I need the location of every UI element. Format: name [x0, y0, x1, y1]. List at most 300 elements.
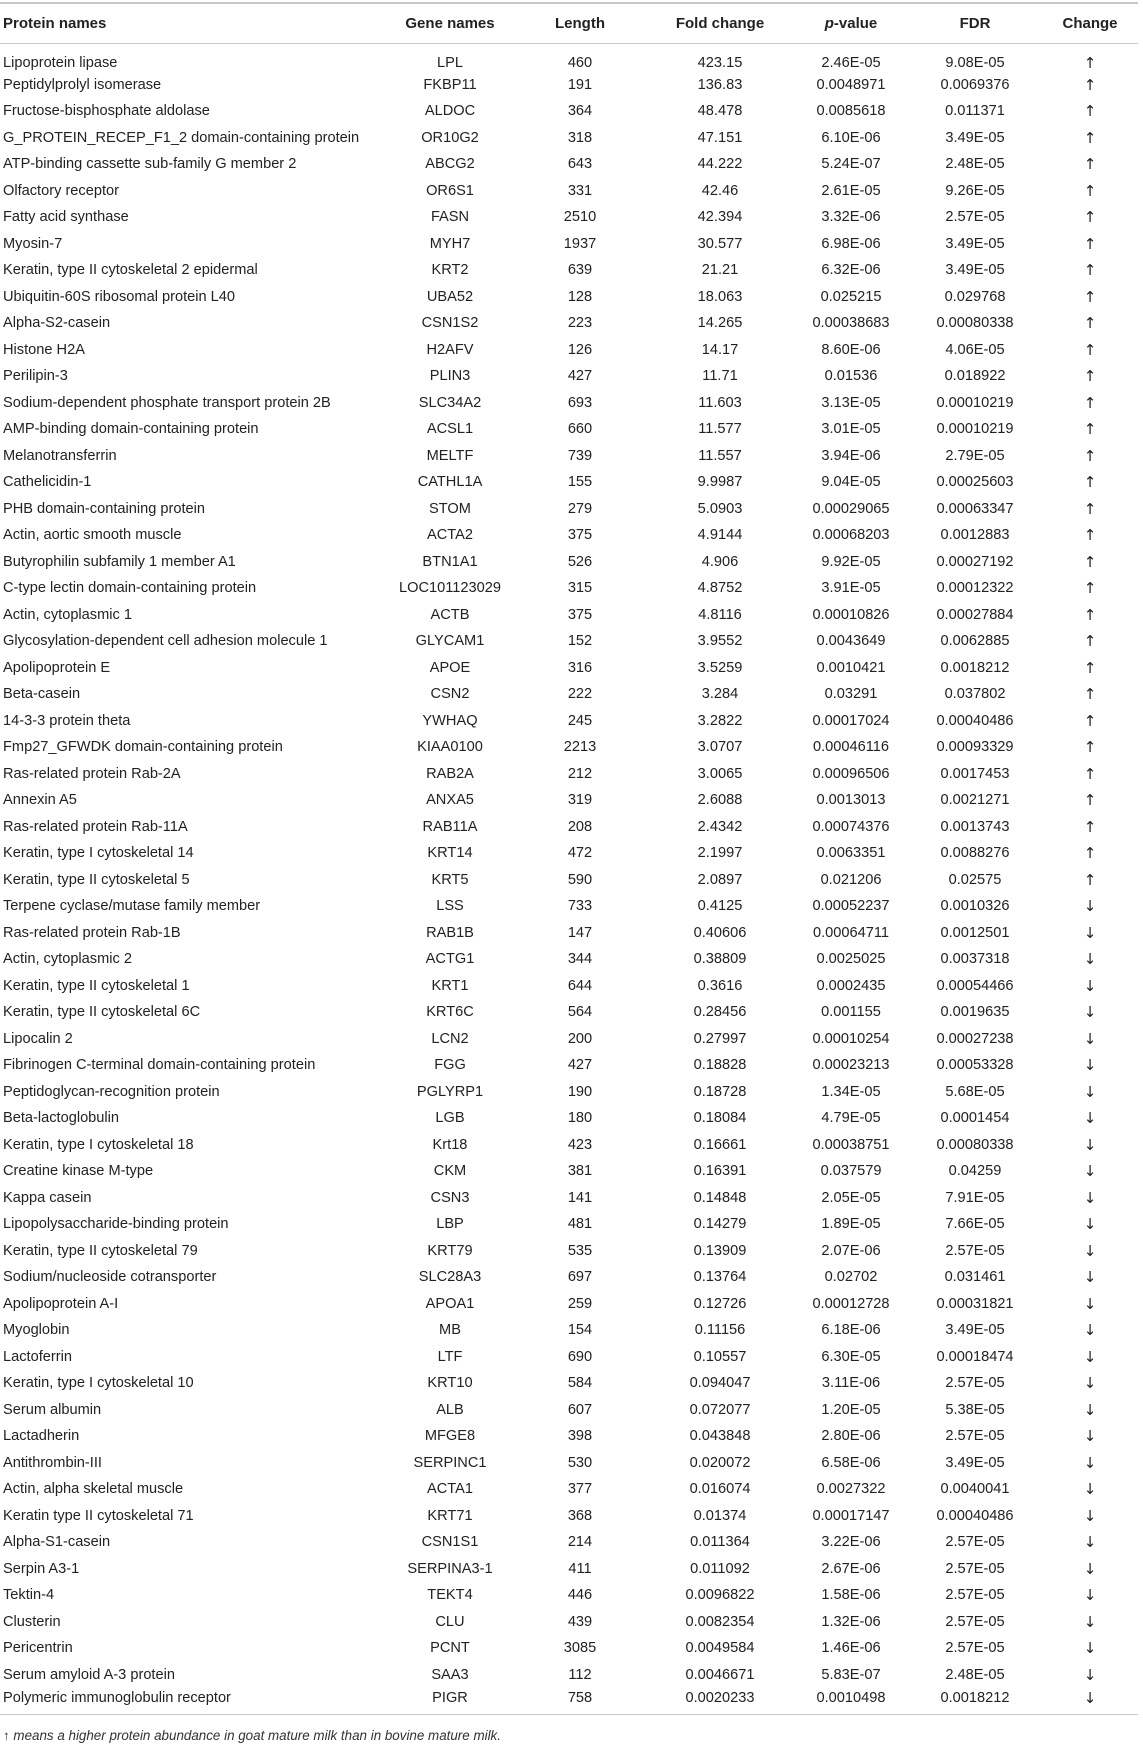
p-value-cell: 0.025215: [820, 288, 882, 305]
change-arrow-cell: ↓: [1083, 1480, 1097, 1499]
fold-change-cell: 2.1997: [697, 845, 743, 862]
fold-change-cell: 0.13764: [693, 1269, 747, 1286]
length-cell: 2510: [563, 209, 597, 226]
fold-change-cell: 0.011092: [690, 1560, 750, 1577]
gene-name-cell: CSN3: [430, 1189, 470, 1206]
table-row: [0, 655, 1138, 682]
protein-name-cell: Keratin, type II cytoskeletal 79: [3, 1242, 198, 1259]
p-value-cell: 0.00010254: [812, 1030, 890, 1047]
fold-change-cell: 0.072077: [689, 1401, 751, 1418]
fold-change-cell: 0.11156: [694, 1322, 746, 1339]
p-value-cell: 2.05E-05: [821, 1189, 881, 1206]
fdr-cell: 0.00080338: [936, 1136, 1014, 1153]
p-value-cell: 6.30E-05: [821, 1348, 881, 1365]
length-cell: 446: [567, 1587, 593, 1604]
table-row: [0, 920, 1138, 947]
fold-change-cell: 0.0082354: [685, 1613, 755, 1630]
length-cell: 427: [567, 368, 593, 385]
protein-name-cell: Myosin-7: [3, 235, 63, 252]
protein-name-cell: Sodium-dependent phosphate transport protein 2B: [3, 394, 331, 411]
protein-name-cell: Serpin A3-1: [3, 1560, 80, 1577]
length-cell: 319: [567, 792, 593, 809]
change-arrow-cell: ↑: [1083, 420, 1097, 439]
table-row: [0, 1476, 1138, 1503]
length-cell: 377: [567, 1481, 593, 1498]
table-header: [0, 3, 1138, 43]
fdr-cell: 2.57E-05: [945, 1640, 1005, 1657]
length-cell: 214: [567, 1534, 593, 1551]
fdr-cell: 0.00018474: [936, 1348, 1014, 1365]
protein-name-cell: G_PROTEIN_RECEP_F1_2 domain-containing protein: [3, 129, 360, 146]
length-cell: 141: [567, 1189, 593, 1206]
length-cell: 259: [567, 1295, 593, 1312]
table-row: [0, 1264, 1138, 1291]
fdr-cell: 0.00053328: [936, 1057, 1014, 1074]
length-cell: 733: [567, 898, 593, 915]
gene-name-cell: PIGR: [386, 1688, 514, 1715]
change-arrow-cell: ↑: [1083, 711, 1097, 730]
protein-name-cell: Actin, alpha skeletal muscle: [3, 1481, 184, 1498]
p-value-cell: 0.0013013: [816, 792, 886, 809]
length-cell: 126: [567, 341, 593, 358]
table-row: [0, 734, 1138, 761]
protein-name-cell: Lipopolysaccharide-binding protein: [3, 1216, 229, 1233]
fold-change-cell: 0.18828: [693, 1057, 747, 1074]
change-arrow-cell: ↑: [1083, 75, 1097, 94]
length-cell: 460: [567, 54, 593, 71]
protein-name-cell: Tektin-4: [3, 1587, 55, 1604]
change-arrow-cell: ↑: [1083, 261, 1097, 280]
fdr-cell: 2.57E-05: [945, 1587, 1005, 1604]
gene-name-cell: LGB: [435, 1110, 465, 1127]
table-row: [0, 1211, 1138, 1238]
change-arrow-cell: ↓: [1083, 923, 1097, 942]
length-cell: 212: [567, 765, 593, 782]
fdr-cell: 2.57E-05: [945, 1534, 1005, 1551]
p-value-cell: 0.0010498: [794, 1688, 908, 1715]
table-row: [0, 1635, 1138, 1662]
fold-change-cell: 21.21: [701, 262, 739, 279]
protein-name-cell: Lipocalin 2: [3, 1030, 73, 1047]
fdr-cell: 2.57E-05: [945, 209, 1005, 226]
gene-name-cell: ACTB: [430, 606, 470, 623]
table-row: [0, 946, 1138, 973]
table-row: [0, 337, 1138, 364]
protein-name-cell: Polymeric immunoglobulin receptor: [0, 1688, 386, 1715]
gene-name-cell: KRT10: [427, 1375, 473, 1392]
gene-name-cell: LPL: [437, 54, 463, 71]
length-cell: 180: [567, 1110, 593, 1127]
table-row: [0, 1423, 1138, 1450]
gene-name-cell: STOM: [429, 500, 471, 517]
p-value-cell: 0.021206: [820, 871, 882, 888]
change-arrow-cell: ↑: [1083, 764, 1097, 783]
p-value-cell: 0.00023213: [812, 1057, 890, 1074]
p-value-cell: 5.24E-07: [821, 156, 881, 173]
table-row: [0, 761, 1138, 788]
table-row: [0, 469, 1138, 496]
fdr-cell: 0.0040041: [940, 1481, 1010, 1498]
change-arrow-cell: ↑: [1083, 367, 1097, 386]
fold-change-cell: 11.557: [698, 447, 742, 464]
table-row: [0, 1529, 1138, 1556]
fdr-cell: 0.029768: [944, 288, 1006, 305]
protein-name-cell: Histone H2A: [3, 341, 85, 358]
length-cell: 331: [567, 182, 593, 199]
gene-name-cell: FKBP11: [423, 76, 477, 93]
change-arrow-cell: ↓: [1083, 1268, 1097, 1287]
change-arrow-cell: ↑: [1083, 102, 1097, 121]
protein-name-cell: Keratin, type I cytoskeletal 10: [3, 1375, 194, 1392]
protein-name-cell: Keratin, type I cytoskeletal 18: [3, 1136, 194, 1153]
gene-name-cell: KRT71: [427, 1507, 473, 1524]
table-row: [0, 496, 1138, 523]
gene-name-cell: KIAA0100: [417, 739, 483, 756]
gene-name-cell: CSN1S2: [421, 315, 479, 332]
length-cell: 223: [567, 315, 593, 332]
table-row: [0, 416, 1138, 443]
change-arrow-cell: ↑: [1083, 473, 1097, 492]
fold-change-cell: 30.577: [697, 235, 743, 252]
p-value-cell: 0.0027322: [816, 1481, 886, 1498]
fdr-cell: 0.00040486: [936, 1507, 1014, 1524]
fdr-cell: 0.0001454: [940, 1110, 1010, 1127]
p-value-cell: 0.00038751: [812, 1136, 890, 1153]
p-value-cell: 2.67E-06: [821, 1560, 881, 1577]
gene-name-cell: LOC101123029: [399, 580, 501, 597]
gene-name-cell: YWHAQ: [422, 712, 478, 729]
fold-change-cell: 11.577: [698, 421, 742, 438]
protein-name-cell: Creatine kinase M-type: [3, 1163, 154, 1180]
p-value-cell: 3.01E-05: [821, 421, 881, 438]
fold-change-cell: 0.18728: [693, 1083, 747, 1100]
fold-change-cell: 0.16391: [693, 1163, 747, 1180]
fdr-cell: 0.02575: [948, 871, 1002, 888]
protein-name-cell: Glycosylation-dependent cell adhesion molecule 1: [3, 633, 328, 650]
fdr-cell: 3.49E-05: [945, 262, 1005, 279]
table-row: [0, 1344, 1138, 1371]
protein-name-cell: Ras-related protein Rab-2A: [3, 765, 181, 782]
fold-change-cell: 0.27997: [693, 1030, 747, 1047]
gene-name-cell: SLC28A3: [418, 1269, 482, 1286]
header-fold-change: Fold change: [646, 3, 794, 43]
gene-name-cell: KRT5: [431, 871, 469, 888]
protein-name-cell: Ras-related protein Rab-11A: [3, 818, 188, 835]
fold-change-cell: 11.71: [702, 368, 738, 385]
length-cell: 427: [567, 1057, 593, 1074]
p-value-cell: 1.20E-05: [821, 1401, 881, 1418]
protein-name-cell: Annexin A5: [3, 792, 77, 809]
fold-change-cell: 2.6088: [697, 792, 743, 809]
protein-name-cell: Ras-related protein Rab-1B: [3, 924, 181, 941]
p-value-cell: 3.91E-05: [821, 580, 881, 597]
change-arrow-cell: ↓: [1083, 1533, 1097, 1552]
gene-name-cell: CSN1S1: [421, 1534, 479, 1551]
change-arrow-cell: ↑: [1083, 340, 1097, 359]
table-row: [0, 549, 1138, 576]
fdr-cell: 0.031461: [944, 1269, 1006, 1286]
length-cell: 564: [567, 1004, 593, 1021]
gene-name-cell: ACSL1: [426, 421, 474, 438]
gene-name-cell: PLIN3: [429, 368, 471, 385]
table-row: [0, 1582, 1138, 1609]
fdr-cell: 0.0012883: [940, 527, 1010, 544]
p-value-cell: 6.10E-06: [821, 129, 881, 146]
fold-change-cell: 4.8752: [697, 580, 743, 597]
fold-change-cell: 0.0049584: [685, 1640, 755, 1657]
table-row: [0, 1079, 1138, 1106]
gene-name-cell: KRT2: [431, 262, 469, 279]
table-row: [0, 310, 1138, 337]
table-row: [0, 1291, 1138, 1318]
length-cell: 639: [567, 262, 593, 279]
fold-change-cell: 0.14848: [693, 1189, 747, 1206]
protein-table: [0, 2, 1138, 1715]
table-row: [0, 363, 1138, 390]
length-cell: 318: [567, 129, 593, 146]
protein-name-cell: Lipoprotein lipase: [3, 54, 118, 71]
fdr-cell: 0.0012501: [940, 924, 1010, 941]
fold-change-cell: 14.265: [697, 315, 743, 332]
length-cell: 154: [567, 1322, 593, 1339]
p-value-cell: 0.0085618: [816, 103, 886, 120]
p-value-cell: 1.32E-06: [821, 1613, 881, 1630]
protein-name-cell: Lactadherin: [3, 1428, 80, 1445]
fold-change-cell: 0.16661: [693, 1136, 747, 1153]
fdr-cell: 0.00093329: [936, 739, 1014, 756]
protein-name-cell: Peptidoglycan-recognition protein: [3, 1083, 220, 1100]
gene-name-cell: SERPINA3-1: [407, 1560, 493, 1577]
length-cell: 152: [567, 633, 593, 650]
change-arrow-cell: ↓: [1083, 1029, 1097, 1048]
fold-change-cell: 44.222: [697, 156, 743, 173]
gene-name-cell: Krt18: [432, 1136, 468, 1153]
protein-name-cell: Apolipoprotein A-I: [3, 1295, 119, 1312]
p-value-cell: 5.83E-07: [821, 1666, 881, 1683]
fold-change-cell: 0.18084: [693, 1110, 747, 1127]
fdr-cell: 0.0019635: [940, 1004, 1010, 1021]
p-value-cell: 2.07E-06: [821, 1242, 881, 1259]
protein-name-cell: Perilipin-3: [3, 368, 68, 385]
fold-change-cell: 3.5259: [697, 659, 743, 676]
gene-name-cell: APOA1: [425, 1295, 475, 1312]
change-arrow-cell: ↓: [1083, 1374, 1097, 1393]
p-value-cell: 0.00052237: [812, 898, 890, 915]
fdr-cell: 2.79E-05: [945, 447, 1005, 464]
p-value-cell: 6.98E-06: [821, 235, 881, 252]
protein-name-cell: AMP-binding domain-containing protein: [3, 421, 259, 438]
p-value-cell: 0.00038683: [812, 315, 890, 332]
table-row: [0, 1132, 1138, 1159]
length-cell: 245: [567, 712, 593, 729]
fold-change-cell: 0.3616: [697, 977, 743, 994]
gene-name-cell: MB: [439, 1322, 461, 1339]
table-row: [0, 1317, 1138, 1344]
gene-name-cell: APOE: [429, 659, 471, 676]
fold-change-cell: 4.8116: [698, 606, 742, 623]
change-arrow-cell: ↓: [1083, 1639, 1097, 1658]
protein-name-cell: Beta-lactoglobulin: [3, 1110, 120, 1127]
header-p-suffix: -value: [833, 14, 878, 32]
fold-change-cell: 0.4125: [697, 898, 743, 915]
length-cell: 481: [567, 1216, 593, 1233]
fdr-cell: 3.49E-05: [945, 129, 1005, 146]
fdr-cell: 0.00012322: [936, 580, 1014, 597]
gene-name-cell: MELTF: [426, 447, 474, 464]
fdr-cell: 0.00025603: [936, 474, 1014, 491]
table-row: [0, 814, 1138, 841]
p-value-cell: 2.80E-06: [821, 1428, 881, 1445]
p-value-cell: 0.00074376: [812, 818, 890, 835]
length-cell: 147: [567, 924, 593, 941]
change-arrow-cell: ↑: [1083, 791, 1097, 810]
header-row: [0, 3, 1138, 43]
protein-name-cell: Olfactory receptor: [3, 182, 119, 199]
length-cell: 128: [567, 288, 593, 305]
length-cell: 439: [567, 1613, 593, 1630]
gene-name-cell: LSS: [436, 898, 464, 915]
table-row: [0, 708, 1138, 735]
protein-name-cell: Alpha-S2-casein: [3, 315, 111, 332]
fdr-cell: 2.48E-05: [945, 156, 1005, 173]
fdr-cell: 0.0037318: [940, 951, 1010, 968]
table-row: [0, 628, 1138, 655]
fdr-cell: 7.66E-05: [945, 1216, 1005, 1233]
fold-change-cell: 3.0707: [697, 739, 743, 756]
p-value-cell: 0.00017024: [812, 712, 890, 729]
table-row: [0, 1105, 1138, 1132]
length-cell: 1937: [563, 235, 597, 252]
fdr-cell: 0.00027884: [936, 606, 1014, 623]
fdr-cell: 0.04259: [948, 1163, 1002, 1180]
change-arrow-cell: ↑: [1083, 605, 1097, 624]
fold-change-cell: 48.478: [697, 103, 743, 120]
change-arrow-cell: ↓: [1083, 1321, 1097, 1340]
change-arrow-cell: ↓: [1042, 1688, 1138, 1715]
length-cell: 155: [567, 474, 593, 491]
fold-change-cell: 0.40606: [693, 924, 747, 941]
protein-name-cell: Fmp27_GFWDK domain-containing protein: [3, 739, 283, 756]
length-cell: 693: [567, 394, 593, 411]
fold-change-cell: 0.10557: [693, 1348, 747, 1365]
table-row: [0, 443, 1138, 470]
table-row: [0, 787, 1138, 814]
fold-change-cell: 0.14279: [693, 1216, 747, 1233]
p-value-cell: 0.0025025: [816, 951, 886, 968]
fold-change-cell: 18.063: [697, 288, 743, 305]
fold-change-cell: 0.094047: [689, 1375, 751, 1392]
fdr-cell: 4.06E-05: [945, 341, 1005, 358]
protein-name-cell: Peptidylprolyl isomerase: [3, 76, 162, 93]
change-arrow-cell: ↓: [1083, 1586, 1097, 1605]
length-cell: 739: [567, 447, 593, 464]
gene-name-cell: ABCG2: [425, 156, 475, 173]
table-row: [0, 522, 1138, 549]
p-value-cell: 3.94E-06: [821, 447, 881, 464]
fdr-cell: 2.57E-05: [945, 1242, 1005, 1259]
table-row: [0, 257, 1138, 284]
table-row: [0, 1609, 1138, 1636]
protein-name-cell: 14-3-3 protein theta: [3, 712, 131, 729]
fold-change-cell: 2.0897: [697, 871, 743, 888]
fdr-cell: 0.00027238: [936, 1030, 1014, 1047]
change-arrow-cell: ↓: [1083, 950, 1097, 969]
protein-name-cell: Melanotransferrin: [3, 447, 117, 464]
p-value-cell: 3.22E-06: [821, 1534, 881, 1551]
length-cell: 3085: [563, 1640, 597, 1657]
fold-change-cell: 9.9987: [697, 474, 743, 491]
length-cell: 368: [567, 1507, 593, 1524]
gene-name-cell: LBP: [436, 1216, 464, 1233]
p-value-cell: 0.001155: [821, 1004, 881, 1021]
change-arrow-cell: ↑: [1083, 579, 1097, 598]
fdr-cell: 0.011371: [945, 103, 1005, 120]
table-row: [0, 1397, 1138, 1424]
p-value-cell: 3.13E-05: [821, 394, 881, 411]
gene-name-cell: SLC34A2: [418, 394, 482, 411]
gene-name-cell: CKM: [433, 1163, 467, 1180]
gene-name-cell: FGG: [434, 1057, 466, 1074]
fdr-cell: 0.0088276: [940, 845, 1010, 862]
gene-name-cell: BTN1A1: [422, 553, 478, 570]
length-cell: 191: [567, 76, 593, 93]
change-arrow-cell: ↑: [1083, 817, 1097, 836]
change-arrow-cell: ↑: [1083, 155, 1097, 174]
length-cell: 607: [567, 1401, 593, 1418]
table-row: [0, 867, 1138, 894]
change-arrow-cell: ↓: [1083, 1453, 1097, 1472]
p-value-cell: 6.58E-06: [821, 1454, 881, 1471]
length-cell: 375: [567, 606, 593, 623]
protein-name-cell: Beta-casein: [3, 686, 81, 703]
p-value-cell: 8.60E-06: [821, 341, 881, 358]
fdr-cell: 9.08E-05: [945, 54, 1005, 71]
fdr-cell: 0.0017453: [940, 765, 1010, 782]
protein-name-cell: Ubiquitin-60S ribosomal protein L40: [3, 288, 236, 305]
header-gene-names: Gene names: [386, 3, 514, 43]
length-cell: 316: [567, 659, 593, 676]
protein-name-cell: Serum albumin: [3, 1401, 102, 1418]
gene-name-cell: KRT6C: [426, 1004, 474, 1021]
p-value-cell: 3.32E-06: [821, 209, 881, 226]
change-arrow-cell: ↑: [1083, 53, 1097, 72]
table-row: [0, 390, 1138, 417]
table-row: [0, 231, 1138, 258]
p-value-cell: 0.0010421: [816, 659, 886, 676]
p-value-cell: 3.11E-06: [821, 1375, 881, 1392]
fdr-cell: 0.00027192: [936, 553, 1014, 570]
length-cell: 590: [567, 871, 593, 888]
length-cell: 375: [567, 527, 593, 544]
change-arrow-cell: ↑: [1083, 234, 1097, 253]
table-row: [0, 151, 1138, 178]
fdr-cell: 2.48E-05: [945, 1666, 1005, 1683]
gene-name-cell: RAB11A: [422, 818, 478, 835]
table-row: [0, 575, 1138, 602]
protein-name-cell: Alpha-S1-casein: [3, 1534, 111, 1551]
fold-change-cell: 3.284: [701, 686, 739, 703]
fold-change-cell: 3.2822: [697, 712, 743, 729]
gene-name-cell: GLYCAM1: [415, 633, 485, 650]
p-value-cell: 2.46E-05: [821, 54, 881, 71]
gene-name-cell: ALB: [436, 1401, 464, 1418]
protein-name-cell: Keratin, type II cytoskeletal 6C: [3, 1004, 201, 1021]
protein-name-cell: Cathelicidin-1: [3, 474, 92, 491]
protein-name-cell: Keratin type II cytoskeletal 71: [3, 1507, 194, 1524]
change-arrow-cell: ↑: [1083, 738, 1097, 757]
fdr-cell: 0.00040486: [936, 712, 1014, 729]
fold-change-cell: 0.0096822: [685, 1587, 755, 1604]
